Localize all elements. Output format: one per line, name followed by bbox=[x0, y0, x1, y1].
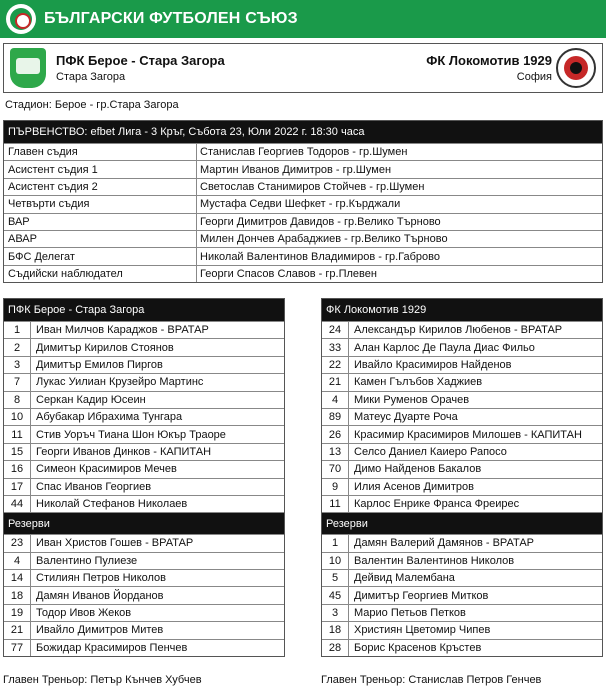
player-name: Дамян Валерий Дамянов - ВРАТАР bbox=[354, 537, 535, 550]
player-name: Матеус Дуарте Роча bbox=[354, 411, 458, 424]
player-number: 13 bbox=[322, 444, 349, 460]
player-row bbox=[322, 408, 602, 425]
away-subs-title: Резерви bbox=[322, 512, 602, 534]
player-number: 15 bbox=[4, 444, 31, 460]
away-team-name: ФК Локомотив 1929 bbox=[426, 53, 552, 68]
player-number: 18 bbox=[322, 622, 349, 638]
player-name: Валентин Валентинов Николов bbox=[354, 554, 515, 567]
player-number: 77 bbox=[4, 640, 31, 656]
player-row bbox=[4, 534, 284, 551]
player-row bbox=[4, 552, 284, 569]
player-row bbox=[4, 478, 284, 495]
player-row bbox=[322, 621, 602, 638]
player-name: Божидар Красимиров Пенчев bbox=[36, 641, 188, 654]
player-name: Марио Петьов Петков bbox=[354, 607, 466, 620]
away-club-crest-icon bbox=[556, 48, 596, 88]
official-row bbox=[4, 230, 602, 247]
player-name: Абубакар Ибрахима Тунгара bbox=[36, 411, 183, 424]
player-row bbox=[322, 586, 602, 603]
bfs-logo-icon bbox=[6, 4, 36, 34]
player-row bbox=[4, 621, 284, 638]
player-name: Мики Руменов Орачев bbox=[354, 393, 470, 406]
player-name: Иван Христов Гошев - ВРАТАР bbox=[36, 537, 194, 550]
player-row bbox=[4, 425, 284, 442]
official-row bbox=[4, 213, 602, 230]
player-row bbox=[322, 569, 602, 586]
player-name: Димитър Емилов Пиргов bbox=[36, 358, 163, 371]
player-number: 7 bbox=[4, 374, 31, 390]
official-row bbox=[4, 160, 602, 177]
player-name: Християн Цветомир Чипев bbox=[354, 624, 491, 637]
player-number: 1 bbox=[322, 535, 349, 551]
player-row bbox=[322, 425, 602, 442]
official-role: АВАР bbox=[4, 231, 197, 247]
official-role: Четвърти съдия bbox=[4, 196, 197, 212]
away-lineup-title: ФК Локомотив 1929 bbox=[322, 299, 602, 321]
player-number: 24 bbox=[322, 322, 349, 338]
player-name: Лукас Уилиан Крузейро Мартинс bbox=[36, 376, 204, 389]
player-name: Серкан Кадир Юсеин bbox=[36, 393, 146, 406]
player-number: 19 bbox=[4, 605, 31, 621]
player-number: 8 bbox=[4, 392, 31, 408]
player-number: 10 bbox=[4, 409, 31, 425]
player-number: 21 bbox=[4, 622, 31, 638]
player-row bbox=[4, 639, 284, 656]
official-role: БФС Делегат bbox=[4, 248, 197, 264]
player-name: Валентино Пулиезе bbox=[36, 554, 138, 567]
player-row bbox=[322, 534, 602, 551]
player-number: 28 bbox=[322, 640, 349, 656]
player-number: 4 bbox=[322, 392, 349, 408]
player-name: Николай Стефанов Николаев bbox=[36, 498, 188, 511]
official-name: Мустафа Седви Шефкет - гр.Кърджали bbox=[200, 198, 401, 211]
player-row bbox=[322, 460, 602, 477]
player-number: 1 bbox=[4, 322, 31, 338]
player-number: 4 bbox=[4, 553, 31, 569]
player-row bbox=[322, 356, 602, 373]
player-number: 23 bbox=[4, 535, 31, 551]
home-lineup-title: ПФК Берое - Стара Загора bbox=[4, 299, 284, 321]
player-row bbox=[4, 443, 284, 460]
player-name: Алан Карлос Де Паула Диас Фильо bbox=[354, 341, 535, 354]
away-team-city: София bbox=[516, 71, 552, 83]
player-name: Иван Милчов Караджов - ВРАТАР bbox=[36, 324, 209, 337]
player-row bbox=[4, 604, 284, 621]
player-number: 2 bbox=[4, 339, 31, 355]
player-name: Симеон Красимиров Мечев bbox=[36, 463, 177, 476]
official-role: Главен съдия bbox=[4, 144, 197, 160]
home-subs-title: Резерви bbox=[4, 512, 284, 534]
player-row bbox=[4, 391, 284, 408]
player-row bbox=[322, 639, 602, 656]
player-name: Георги Иванов Динков - КАПИТАН bbox=[36, 445, 212, 458]
home-club-crest-icon bbox=[10, 48, 46, 88]
away-coach: Главен Треньор: Станислав Петров Генчев bbox=[321, 674, 542, 686]
player-name: Александър Кирилов Любенов - ВРАТАР bbox=[354, 324, 563, 337]
player-name: Тодор Ивов Жеков bbox=[36, 607, 132, 620]
official-row bbox=[4, 143, 602, 160]
player-name: Димо Найденов Бакалов bbox=[354, 463, 482, 476]
player-name: Селсо Даниел Каиеро Рапосо bbox=[354, 445, 507, 458]
player-row bbox=[322, 338, 602, 355]
match-header bbox=[3, 43, 603, 93]
player-number: 33 bbox=[322, 339, 349, 355]
player-number: 11 bbox=[4, 426, 31, 442]
official-row bbox=[4, 265, 602, 282]
official-row bbox=[4, 178, 602, 195]
player-row bbox=[322, 321, 602, 338]
player-name: Стилиян Петров Николов bbox=[36, 572, 167, 585]
player-name: Дамян Иванов Йорданов bbox=[36, 589, 164, 602]
player-row bbox=[322, 552, 602, 569]
player-name: Спас Иванов Георгиев bbox=[36, 480, 152, 493]
player-name: Камен Гълъбов Хаджиев bbox=[354, 376, 483, 389]
player-number: 44 bbox=[4, 496, 31, 512]
competition-header: ПЪРВЕНСТВО: efbet Лига - 3 Кръг, Събота 23, Юли 2022 г. 18:30 часа bbox=[4, 121, 602, 143]
home-lineup-table bbox=[3, 298, 285, 657]
top-header-bar bbox=[0, 0, 606, 38]
player-number: 10 bbox=[322, 553, 349, 569]
official-role: Асистент съдия 1 bbox=[4, 161, 197, 177]
player-row bbox=[322, 495, 602, 512]
player-row bbox=[322, 604, 602, 621]
home-coach: Главен Треньор: Петър Кънчев Хубчев bbox=[3, 674, 202, 686]
official-name: Николай Валентинов Владимиров - гр.Габрово bbox=[200, 250, 440, 263]
player-row bbox=[4, 569, 284, 586]
player-name: Димитър Георгиев Митков bbox=[354, 589, 489, 602]
official-role: ВАР bbox=[4, 214, 197, 230]
player-name: Илия Асенов Димитров bbox=[354, 480, 474, 493]
player-name: Карлос Енрике Франса Фреирес bbox=[354, 498, 520, 511]
player-row bbox=[4, 373, 284, 390]
home-team-name: ПФК Берое - Стара Загора bbox=[56, 53, 225, 68]
player-number: 89 bbox=[322, 409, 349, 425]
federation-title: БЪЛГАРСКИ ФУТБОЛЕН СЪЮЗ bbox=[44, 10, 298, 27]
player-name: Димитър Кирилов Стоянов bbox=[36, 341, 174, 354]
player-row bbox=[4, 586, 284, 603]
official-name: Мартин Иванов Димитров - гр.Шумен bbox=[200, 163, 392, 176]
official-name: Георги Спасов Славов - гр.Плевен bbox=[200, 267, 377, 280]
stadium-info: Стадион: Берое - гр.Стара Загора bbox=[5, 99, 179, 111]
player-number: 45 bbox=[322, 587, 349, 603]
player-number: 5 bbox=[322, 570, 349, 586]
home-team-city: Стара Загора bbox=[56, 71, 126, 83]
official-role: Съдийски наблюдател bbox=[4, 266, 197, 282]
official-row bbox=[4, 247, 602, 264]
player-number: 26 bbox=[322, 426, 349, 442]
player-number: 22 bbox=[322, 357, 349, 373]
player-row bbox=[4, 321, 284, 338]
player-row bbox=[4, 495, 284, 512]
player-number: 16 bbox=[4, 461, 31, 477]
player-name: Красимир Красимиров Милошев - КАПИТАН bbox=[354, 428, 582, 441]
player-name: Ивайло Димитров Митев bbox=[36, 624, 164, 637]
official-name: Георги Димитров Давидов - гр.Велико Търново bbox=[200, 215, 441, 228]
player-number: 9 bbox=[322, 479, 349, 495]
player-name: Борис Красенов Кръстев bbox=[354, 641, 482, 654]
player-number: 17 bbox=[4, 479, 31, 495]
official-name: Светослав Станимиров Стойчев - гр.Шумен bbox=[200, 180, 425, 193]
player-name: Дейвид Малембана bbox=[354, 572, 455, 585]
player-row bbox=[322, 443, 602, 460]
officials-table bbox=[3, 120, 603, 283]
player-number: 18 bbox=[4, 587, 31, 603]
official-name: Милен Дончев Арабаджиев - гр.Велико Търново bbox=[200, 233, 448, 246]
player-row bbox=[4, 356, 284, 373]
away-lineup-table bbox=[321, 298, 603, 657]
player-row bbox=[322, 391, 602, 408]
player-row bbox=[4, 338, 284, 355]
official-name: Станислав Георгиев Тодоров - гр.Шумен bbox=[200, 146, 408, 159]
player-number: 11 bbox=[322, 496, 349, 512]
player-number: 70 bbox=[322, 461, 349, 477]
official-row bbox=[4, 195, 602, 212]
player-row bbox=[4, 460, 284, 477]
player-number: 3 bbox=[4, 357, 31, 373]
player-row bbox=[322, 373, 602, 390]
player-number: 3 bbox=[322, 605, 349, 621]
official-role: Асистент съдия 2 bbox=[4, 179, 197, 195]
player-name: Ивайло Красимиров Найденов bbox=[354, 358, 512, 371]
player-number: 14 bbox=[4, 570, 31, 586]
player-number: 21 bbox=[322, 374, 349, 390]
player-name: Стив Уоръч Тиана Шон Юкър Траоре bbox=[36, 428, 226, 441]
player-row bbox=[322, 478, 602, 495]
player-row bbox=[4, 408, 284, 425]
